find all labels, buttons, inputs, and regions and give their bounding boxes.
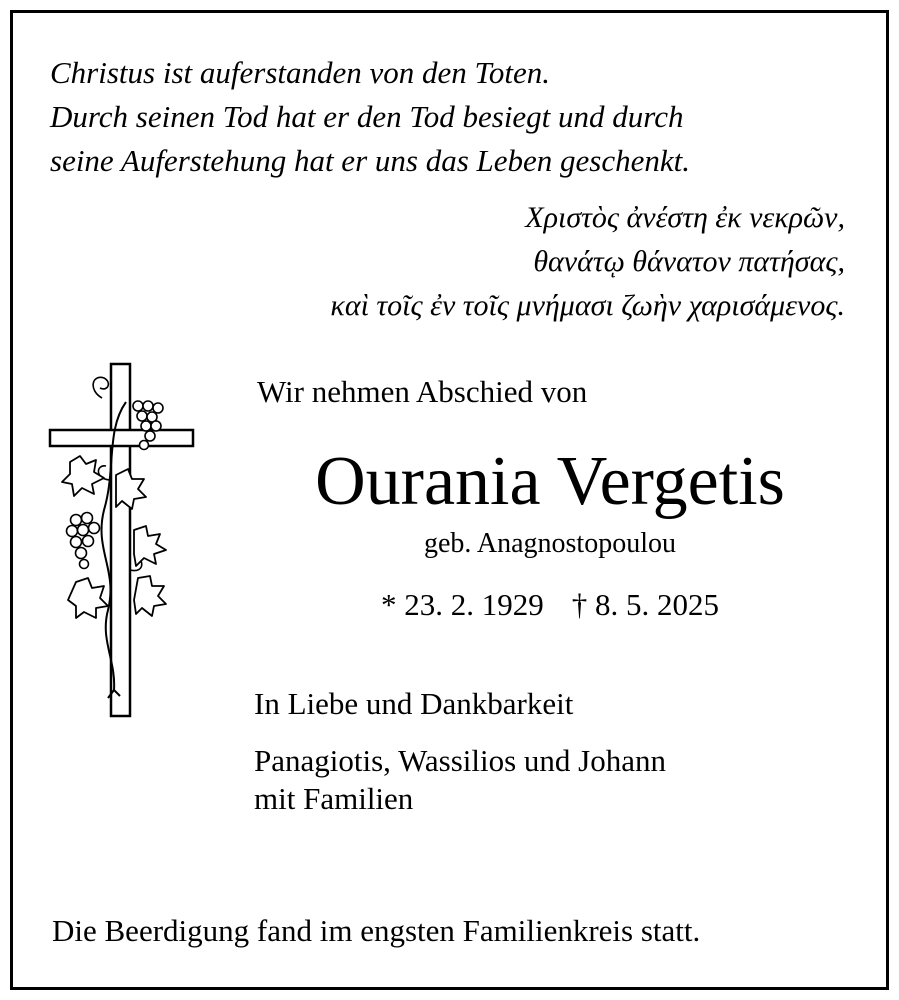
german-verse-line: seine Auferstehung hat er uns das Leben geschenkt. bbox=[50, 143, 690, 178]
death-date: † 8. 5. 2025 bbox=[571, 587, 719, 622]
greek-verse-line: Χριστὸς ἀνέστη ἐκ νεκρῶν, bbox=[525, 201, 845, 234]
birth-date: * 23. 2. 1929 bbox=[381, 587, 544, 622]
mourners bbox=[254, 742, 666, 818]
mourners-line: mit Familien bbox=[254, 781, 414, 816]
greek-verse bbox=[330, 196, 845, 328]
greek-verse-line: θανάτῳ θάνατον πατήσας, bbox=[533, 245, 845, 278]
german-verse-line: Christus ist auferstanden von den Toten. bbox=[50, 55, 551, 90]
mourners-line: Panagiotis, Wassilios und Johann bbox=[254, 743, 666, 778]
cross-with-grapevine-icon bbox=[46, 360, 198, 722]
deceased-name: Ourania Vergetis bbox=[315, 443, 785, 520]
greek-verse-line: καὶ τοῖς ἐν τοῖς μνήμασι ζωὴν χαρισάμενος. bbox=[330, 289, 845, 322]
life-dates bbox=[240, 585, 860, 625]
german-verse-line: Durch seinen Tod hat er den Tod besiegt und durch bbox=[50, 99, 684, 134]
intro-text: Wir nehmen Abschied von bbox=[257, 374, 588, 409]
german-verse bbox=[50, 51, 690, 183]
closing-text: In Liebe und Dankbarkeit bbox=[254, 686, 574, 721]
funeral-note: Die Beerdigung fand im engsten Familienkreis statt. bbox=[52, 913, 701, 948]
maiden-name: geb. Anagnostopoulou bbox=[424, 528, 676, 559]
